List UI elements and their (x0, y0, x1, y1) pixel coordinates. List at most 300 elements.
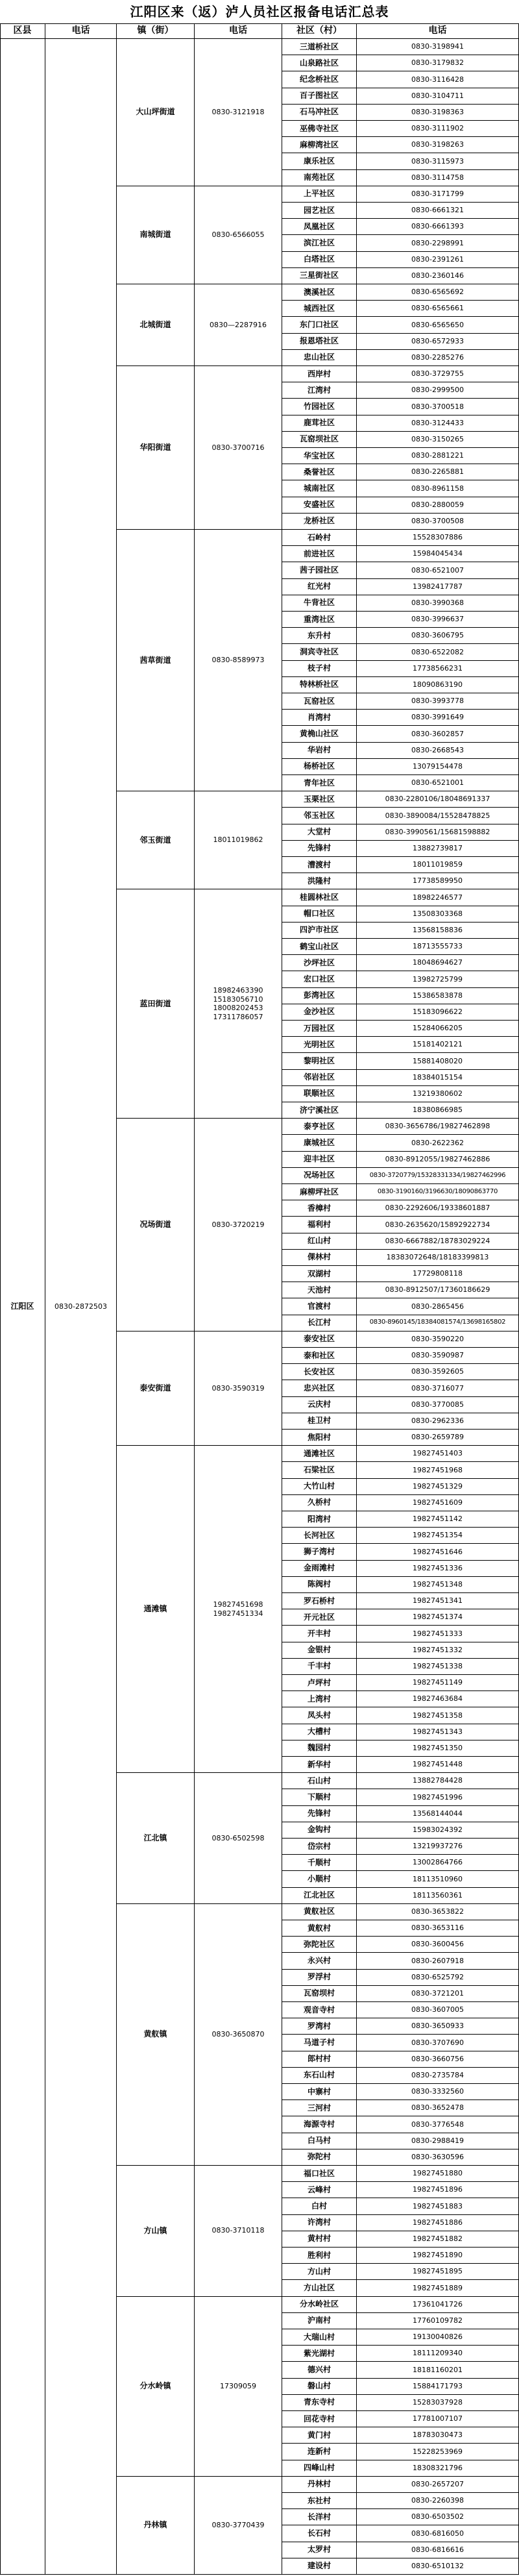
community-name: 泰亨社区 (282, 1119, 357, 1135)
community-name: 江湾村 (282, 382, 357, 399)
community-phone: 15228253969 (357, 2444, 519, 2460)
community-phone: 0830-3656786/19827462898 (357, 1119, 519, 1135)
community-name: 城南社区 (282, 480, 357, 497)
community-phone: 19827451883 (357, 2198, 519, 2214)
community-phone: 18113560361 (357, 1888, 519, 1904)
community-name: 金银村 (282, 1642, 357, 1659)
community-phone: 19827451142 (357, 1511, 519, 1528)
community-name: 忠兴社区 (282, 1380, 357, 1396)
community-name: 龙桥社区 (282, 514, 357, 530)
community-phone: 0830-3116428 (357, 71, 519, 88)
community-phone: 18090863190 (357, 677, 519, 693)
town-phone: 19827451698 19827451334 (195, 1446, 282, 1773)
community-name: 分水岭社区 (282, 2297, 357, 2313)
community-name: 山泉路社区 (282, 55, 357, 71)
town-name: 泰安街道 (117, 1331, 195, 1446)
town-phone: 18982463390 15183056710 18008202453 17311786057 (195, 889, 282, 1119)
community-phone: 0830-3776548 (357, 2116, 519, 2133)
community-phone: 0830-3720779/15328331334/19827462996 (357, 1168, 519, 1184)
town-name: 茜草街道 (117, 530, 195, 791)
community-phone: 17781007107 (357, 2411, 519, 2427)
town-phone: 0830-3700716 (195, 366, 282, 530)
community-name: 马道子村 (282, 2035, 357, 2051)
community-name: 华宝社区 (282, 448, 357, 464)
town-phone: 0830-6566055 (195, 186, 282, 284)
community-phone: 0830-2280106/18048691337 (357, 791, 519, 808)
community-name: 瓦窑坝社区 (282, 432, 357, 448)
community-phone: 15528307886 (357, 530, 519, 546)
community-name: 开元社区 (282, 1609, 357, 1626)
community-name: 帽口社区 (282, 906, 357, 923)
community-name: 四峰山村 (282, 2460, 357, 2477)
community-phone: 19827451968 (357, 1462, 519, 1478)
community-name: 千丰村 (282, 1659, 357, 1675)
community-name: 园艺社区 (282, 203, 357, 219)
community-name: 石马冲社区 (282, 105, 357, 121)
community-phone: 0830-2265881 (357, 464, 519, 480)
community-phone: 15181402121 (357, 1037, 519, 1053)
community-phone: 0830-2735784 (357, 2068, 519, 2084)
community-phone: 18113510960 (357, 1871, 519, 1887)
community-name: 玉栗社区 (282, 791, 357, 808)
community-name: 长河社区 (282, 1528, 357, 1544)
community-name: 南苑社区 (282, 170, 357, 186)
community-name: 长洋村 (282, 2509, 357, 2525)
community-name: 青年社区 (282, 775, 357, 791)
community-name: 三道桥社区 (282, 39, 357, 55)
community-phone: 19827451333 (357, 1626, 519, 1642)
community-phone: 0830-2881221 (357, 448, 519, 464)
community-phone: 15984045434 (357, 546, 519, 562)
community-phone: 0830-2607918 (357, 1953, 519, 1969)
community-phone: 0830-2391261 (357, 252, 519, 268)
community-phone: 0830-2880059 (357, 497, 519, 514)
community-phone: 0830-3721201 (357, 1986, 519, 2002)
town-phone: 17309059 (195, 2297, 282, 2477)
community-phone: 15183096622 (357, 1004, 519, 1021)
community-name: 红山村 (282, 1233, 357, 1250)
community-phone: 0830-3630596 (357, 2149, 519, 2166)
community-name: 泰安社区 (282, 1331, 357, 1348)
community-name: 云峰村 (282, 2182, 357, 2198)
community-phone: 18111209340 (357, 2346, 519, 2362)
community-phone: 19827451358 (357, 1707, 519, 1724)
community-name: 胜利村 (282, 2248, 357, 2264)
community-phone: 0830-6661393 (357, 219, 519, 235)
community-phone: 13002864766 (357, 1855, 519, 1871)
community-name: 百子图社区 (282, 88, 357, 105)
community-phone: 15283037928 (357, 2395, 519, 2411)
community-name: 报恩塔社区 (282, 334, 357, 350)
community-phone: 18384015154 (357, 1070, 519, 1086)
community-name: 纪念桥社区 (282, 71, 357, 88)
community-phone: 0830-3590220 (357, 1331, 519, 1348)
community-name: 罗湾村 (282, 2018, 357, 2035)
header-district-phone: 电话 (45, 23, 117, 39)
community-phone: 18383072648/18183399813 (357, 1250, 519, 1266)
town-name: 蓝田街道 (117, 889, 195, 1119)
community-phone: 0830-2260398 (357, 2493, 519, 2509)
community-name: 上平社区 (282, 186, 357, 203)
community-name: 中寨村 (282, 2084, 357, 2100)
community-phone: 17729808118 (357, 1266, 519, 1282)
header-town-phone: 电话 (195, 23, 282, 39)
community-name: 忠山社区 (282, 350, 357, 366)
community-phone: 0830-3653116 (357, 1920, 519, 1937)
community-phone: 0830-3660756 (357, 2051, 519, 2068)
community-name: 枝子村 (282, 661, 357, 677)
community-phone: 0830-3179832 (357, 55, 519, 71)
header-town: 镇（街） (117, 23, 195, 39)
header-district: 区县 (0, 23, 45, 39)
community-phone: 19827451329 (357, 1479, 519, 1495)
community-phone: 0830-2657207 (357, 2477, 519, 2493)
community-phone: 0830-6816050 (357, 2525, 519, 2542)
community-name: 华岩村 (282, 743, 357, 759)
community-phone: 17738566231 (357, 661, 519, 677)
community-name: 大槽村 (282, 1724, 357, 1740)
community-phone: 0830-3729755 (357, 366, 519, 382)
community-phone: 0830-6661321 (357, 203, 519, 219)
community-phone: 0830-6503502 (357, 2509, 519, 2525)
community-name: 东门口社区 (282, 317, 357, 333)
community-name: 魏园村 (282, 1740, 357, 1757)
community-phone: 19827451338 (357, 1659, 519, 1675)
community-name: 迎丰社区 (282, 1152, 357, 1168)
town-name: 黄舣镇 (117, 1904, 195, 2166)
community-name: 黄村村 (282, 2231, 357, 2248)
community-phone: 0830-8912507/17360186629 (357, 1282, 519, 1298)
community-name: 狮子湾村 (282, 1544, 357, 1560)
community-name: 德兴村 (282, 2362, 357, 2378)
community-phone: 0830-3104711 (357, 88, 519, 105)
community-phone: 0830-3700508 (357, 514, 519, 530)
community-phone: 0830-3171799 (357, 186, 519, 203)
community-phone: 18982246577 (357, 889, 519, 906)
community-name: 邻岩社区 (282, 1070, 357, 1086)
community-name: 先锋村 (282, 1806, 357, 1822)
community-name: 金沙社区 (282, 1004, 357, 1021)
community-name: 石岭村 (282, 530, 357, 546)
town-name: 通滩镇 (117, 1446, 195, 1773)
community-phone: 0830-6667882/18783029224 (357, 1233, 519, 1250)
community-phone: 0830-2668543 (357, 743, 519, 759)
town-name: 方山镇 (117, 2166, 195, 2297)
community-name: 凤头村 (282, 1707, 357, 1724)
community-name: 石梁社区 (282, 1462, 357, 1478)
community-phone: 13079154478 (357, 759, 519, 775)
community-name: 瓦窑坝村 (282, 1986, 357, 2002)
community-phone: 19827451646 (357, 1544, 519, 1560)
community-phone: 17361041726 (357, 2297, 519, 2313)
community-name: 阳湾村 (282, 1511, 357, 1528)
community-name: 重湾社区 (282, 612, 357, 628)
community-phone: 0830-6565661 (357, 301, 519, 317)
town-name: 华阳街道 (117, 366, 195, 530)
community-name: 方山村 (282, 2264, 357, 2280)
community-name: 鹤宝山社区 (282, 939, 357, 955)
community-phone: 19827451896 (357, 2182, 519, 2198)
community-name: 大竹山村 (282, 1479, 357, 1495)
community-name: 福利村 (282, 1217, 357, 1233)
community-phone: 19827451890 (357, 2248, 519, 2264)
town-name: 大山坪街道 (117, 39, 195, 186)
community-name: 沪南村 (282, 2313, 357, 2329)
community-phone: 19827451343 (357, 1724, 519, 1740)
community-phone: 0830-3592605 (357, 1364, 519, 1380)
community-name: 长江村 (282, 1315, 357, 1331)
community-name: 安盛社区 (282, 497, 357, 514)
community-name: 泰和社区 (282, 1348, 357, 1364)
community-name: 白村 (282, 2198, 357, 2214)
community-name: 郎村村 (282, 2051, 357, 2068)
community-name: 东石山村 (282, 2068, 357, 2084)
community-name: 万园社区 (282, 1021, 357, 1037)
community-name: 云庆村 (282, 1397, 357, 1413)
community-phone: 18048694627 (357, 955, 519, 971)
community-phone: 15881408020 (357, 1053, 519, 1069)
community-phone: 13219380602 (357, 1086, 519, 1102)
community-phone: 0830-3607005 (357, 2002, 519, 2018)
town-name: 北城街道 (117, 284, 195, 366)
community-phone: 0830-6521001 (357, 775, 519, 791)
community-name: 前进社区 (282, 546, 357, 562)
community-name: 倮林村 (282, 1250, 357, 1266)
community-phone: 13508303368 (357, 906, 519, 923)
community-name: 康城社区 (282, 1135, 357, 1151)
community-name: 罗石桥村 (282, 1593, 357, 1609)
community-name: 西岸村 (282, 366, 357, 382)
community-name: 先锋村 (282, 841, 357, 857)
community-name: 小顺村 (282, 1871, 357, 1887)
community-name: 四沪市社区 (282, 923, 357, 939)
community-phone: 0830-3590987 (357, 1348, 519, 1364)
community-name: 况场社区 (282, 1168, 357, 1184)
community-name: 滨江社区 (282, 235, 357, 251)
community-phone: 0830-3652478 (357, 2100, 519, 2116)
community-name: 金钩村 (282, 1822, 357, 1839)
community-phone: 18380866985 (357, 1102, 519, 1119)
community-name: 连新村 (282, 2444, 357, 2460)
community-name: 福口社区 (282, 2166, 357, 2182)
community-name: 洪隆村 (282, 873, 357, 889)
community-name: 东升村 (282, 628, 357, 644)
community-phone: 15884171793 (357, 2379, 519, 2395)
town-name: 邻玉街道 (117, 791, 195, 889)
community-name: 桂卫村 (282, 1413, 357, 1430)
community-phone: 0830-3650933 (357, 2018, 519, 2035)
community-name: 弥陀社区 (282, 1937, 357, 1953)
community-name: 丹林村 (282, 2477, 357, 2493)
community-phone: 18308321796 (357, 2460, 519, 2477)
community-name: 海源寺村 (282, 2116, 357, 2133)
community-name: 竹园社区 (282, 399, 357, 415)
community-name: 三星街社区 (282, 268, 357, 284)
community-phone: 0830-6510132 (357, 2558, 519, 2575)
community-phone: 0830-2622362 (357, 1135, 519, 1151)
community-name: 漕渡村 (282, 857, 357, 873)
community-phone: 0830-3991649 (357, 710, 519, 726)
community-name: 长石村 (282, 2525, 357, 2542)
community-phone: 0830-3198263 (357, 137, 519, 153)
community-name: 光明社区 (282, 1037, 357, 1053)
community-phone: 18181160201 (357, 2362, 519, 2378)
community-phone: 19827451996 (357, 1789, 519, 1805)
community-phone: 19827451403 (357, 1446, 519, 1462)
community-phone: 0830-3114758 (357, 170, 519, 186)
community-name: 观音寺村 (282, 2002, 357, 2018)
community-phone: 0830-3996637 (357, 612, 519, 628)
community-phone: 0830-6522082 (357, 644, 519, 660)
community-phone: 0830-3990368 (357, 595, 519, 612)
community-phone: 0830-3115973 (357, 153, 519, 169)
community-phone: 0830-2659789 (357, 1430, 519, 1446)
community-phone: 0830-3606795 (357, 628, 519, 644)
community-phone: 19827451895 (357, 2264, 519, 2280)
community-name: 开丰村 (282, 1626, 357, 1642)
community-phone: 15284066205 (357, 1021, 519, 1037)
community-name: 官渡村 (282, 1298, 357, 1315)
community-name: 罗浮村 (282, 1970, 357, 1986)
community-phone: 19827451889 (357, 2280, 519, 2296)
town-phone: 0830—2287916 (195, 284, 282, 366)
community-phone: 19827451354 (357, 1528, 519, 1544)
community-phone: 0830-3602857 (357, 726, 519, 742)
community-name: 天池村 (282, 1282, 357, 1298)
community-phone: 19827451348 (357, 1577, 519, 1593)
district-phone: 0830-2872503 (45, 39, 117, 2575)
community-phone: 19827451448 (357, 1757, 519, 1773)
district-name: 江阳区 (0, 39, 45, 2575)
town-name: 丹林镇 (117, 2477, 195, 2575)
community-phone: 0830-3600456 (357, 1937, 519, 1953)
community-phone: 19827451609 (357, 1495, 519, 1511)
community-phone: 19827451882 (357, 2231, 519, 2248)
community-phone: 18713555733 (357, 939, 519, 955)
community-name: 回花寺村 (282, 2411, 357, 2427)
town-phone: 0830-6502598 (195, 1773, 282, 1904)
town-name: 分水岭镇 (117, 2297, 195, 2477)
town-phone: 0830-3121918 (195, 39, 282, 186)
community-phone: 0830-2285276 (357, 350, 519, 366)
community-name: 三河村 (282, 2100, 357, 2116)
header-community-phone: 电话 (357, 23, 519, 39)
community-name: 特林桥社区 (282, 677, 357, 693)
community-phone: 0830-2999500 (357, 382, 519, 399)
community-phone: 13219937276 (357, 1839, 519, 1855)
community-name: 上湾村 (282, 1691, 357, 1707)
community-phone: 0830-3990561/15681598882 (357, 824, 519, 841)
community-name: 康乐社区 (282, 153, 357, 169)
community-phone: 0830-6572933 (357, 334, 519, 350)
community-name: 弥陀村 (282, 2149, 357, 2166)
community-name: 金雨滩村 (282, 1561, 357, 1577)
community-name: 许湾村 (282, 2215, 357, 2231)
community-name: 大堂村 (282, 824, 357, 841)
community-name: 香樟村 (282, 1200, 357, 1217)
town-phone: 0830-3590319 (195, 1331, 282, 1446)
community-name: 通滩社区 (282, 1446, 357, 1462)
town-phone: 18011019862 (195, 791, 282, 889)
community-name: 洞宾寺社区 (282, 644, 357, 660)
community-phone: 13882739817 (357, 841, 519, 857)
community-phone: 0830-3124433 (357, 415, 519, 432)
community-phone: 15386583878 (357, 988, 519, 1004)
community-phone: 17760109782 (357, 2313, 519, 2329)
community-phone: 0830-3332560 (357, 2084, 519, 2100)
community-phone: 13982417787 (357, 579, 519, 595)
community-phone: 19130040826 (357, 2329, 519, 2346)
community-phone: 19827451880 (357, 2166, 519, 2182)
community-phone: 19827451374 (357, 1609, 519, 1626)
community-phone: 0830-2292606/19338601887 (357, 1200, 519, 1217)
community-name: 陈阀村 (282, 1577, 357, 1593)
community-phone: 0830-2988419 (357, 2133, 519, 2149)
community-phone: 0830-3150265 (357, 432, 519, 448)
community-name: 麻柳坪社区 (282, 1184, 357, 1200)
community-name: 双湖村 (282, 1266, 357, 1282)
community-phone: 0830-3770085 (357, 1397, 519, 1413)
community-name: 卢坪村 (282, 1675, 357, 1691)
community-name: 黄门村 (282, 2427, 357, 2444)
town-name: 江北镇 (117, 1773, 195, 1904)
community-name: 磐山村 (282, 2379, 357, 2395)
community-name: 牛背社区 (282, 595, 357, 612)
community-phone: 0830-2298991 (357, 235, 519, 251)
community-name: 东社村 (282, 2493, 357, 2509)
community-name: 济宁溪社区 (282, 1102, 357, 1119)
community-phone: 0830-6525792 (357, 1970, 519, 1986)
community-name: 太罗村 (282, 2542, 357, 2558)
community-phone: 0830-3653822 (357, 1904, 519, 1920)
town-phone: 0830-3710118 (195, 2166, 282, 2297)
community-name: 千顺村 (282, 1855, 357, 1871)
community-phone: 0830-3198941 (357, 39, 519, 55)
community-name: 瓦窑社区 (282, 693, 357, 710)
community-phone: 19827451336 (357, 1561, 519, 1577)
community-name: 新华村 (282, 1757, 357, 1773)
community-name: 黄舣村 (282, 1920, 357, 1937)
town-phone: 0830-3650870 (195, 1904, 282, 2166)
community-phone: 17738589950 (357, 873, 519, 889)
community-phone: 0830-2635620/15892922734 (357, 1217, 519, 1233)
community-name: 白马村 (282, 2133, 357, 2149)
report-table (0, 23, 519, 2575)
community-phone: 0830-3993778 (357, 693, 519, 710)
community-name: 桑誉社区 (282, 464, 357, 480)
town-phone: 0830-3770439 (195, 2477, 282, 2575)
community-name: 沙坪社区 (282, 955, 357, 971)
community-phone: 15983024392 (357, 1822, 519, 1839)
community-name: 宏口社区 (282, 971, 357, 987)
community-phone: 0830-6565692 (357, 284, 519, 301)
community-phone: 18011019859 (357, 857, 519, 873)
community-name: 凤凰社区 (282, 219, 357, 235)
community-name: 桂圆林社区 (282, 889, 357, 906)
community-phone: 0830-6816616 (357, 2542, 519, 2558)
community-phone: 13568144044 (357, 1806, 519, 1822)
community-name: 久桥村 (282, 1495, 357, 1511)
community-name: 彭湾社区 (282, 988, 357, 1004)
community-name: 岱宗村 (282, 1839, 357, 1855)
community-phone: 0830-3700518 (357, 399, 519, 415)
community-phone: 0830-8912055/19827462886 (357, 1152, 519, 1168)
page-title: 江阳区来（返）泸人员社区报备电话汇总表 (130, 4, 389, 19)
community-name: 联顺社区 (282, 1086, 357, 1102)
community-phone: 0830-2360146 (357, 268, 519, 284)
community-name: 焦阳村 (282, 1430, 357, 1446)
community-phone: 19827451341 (357, 1593, 519, 1609)
